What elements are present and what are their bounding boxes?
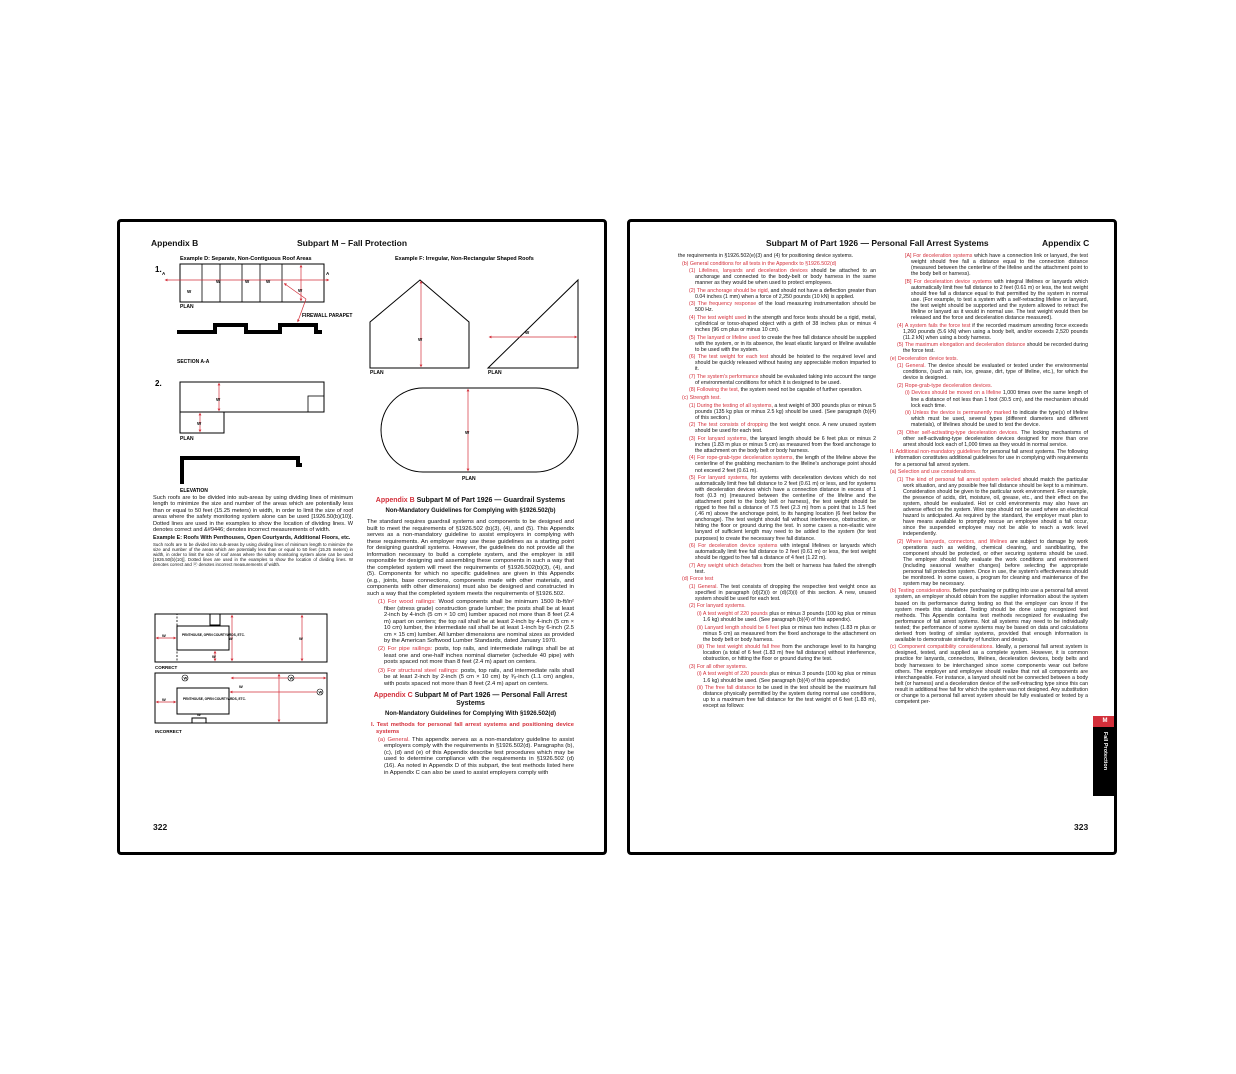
right-page-323 bbox=[627, 219, 1117, 855]
paragraph-lead: (c) Component compatibility considerations. bbox=[890, 644, 994, 651]
paragraph-lead: (2) The test consists of dropping bbox=[689, 422, 768, 429]
paragraph-lead: (e) Deceleration device tests. bbox=[890, 355, 958, 362]
width-label: W bbox=[162, 633, 166, 638]
incorrect-label: INCORRECT bbox=[155, 729, 182, 734]
paragraph-text: are subject to damage by work operations such as welding, chemical cleaning, and sandblasting, the component should be protected, or other securing systems should be used. The employer should fully evaluate the work conditions and environment (including seasonal weather changes) before selecting the appropriate personal fall protection system. Once in use, the system's effectiveness should be monitored. In some cases, a program for cleaning and maintenance of the system may be necessary. bbox=[903, 538, 1088, 587]
paragraph-lead: (1) Lifelines, lanyards and deceleration devices bbox=[689, 268, 808, 275]
paragraph-text: if the recorded maximum arresting force exceeds 1,260 pounds (5.6 kN) when using a body belt, and/or exceeds 2,520 pounds (11.2 kN) when using a body harness. bbox=[903, 322, 1088, 341]
right-col-text bbox=[367, 492, 574, 778]
paragraph-text: should be attached to an anchorage and connected to the body-belt or body harness in the same manner as they would be when used to protect employees. bbox=[695, 268, 876, 287]
header-appendix-b: Appendix B bbox=[151, 238, 199, 248]
paragraph-text: to be used in the test should be the maximum fall distance physically permitted by the system during normal use conditions, up to a maximum free fall distance for the test weight of 6 feet (1.83 m), except as follows: bbox=[703, 685, 876, 710]
left-page-322 bbox=[117, 219, 607, 855]
paragraph-lead: (c) Strength test. bbox=[682, 394, 721, 401]
paragraph-text: a test weight of 300 pounds plus or minus 5 pounds (135 kg plus or minus 2.5 kg) should be used. (See paragraph (b)(4) of this section.) bbox=[695, 402, 876, 421]
section-tab-fall-protection bbox=[1093, 716, 1117, 796]
test-methods-heading: I. Test methods for personal fall arrest systems and positioning device systems bbox=[371, 722, 574, 735]
width-label: W bbox=[289, 675, 294, 681]
plan-label-1: PLAN bbox=[180, 304, 194, 310]
paragraph-text: the length of the lifeline above the centerline of the grabbing mechanism to the lifeline's anchorage point should not exceed 2 feet (0.61 m). bbox=[695, 455, 876, 474]
paragraph-text: from the belt or harness has failed the strength test. bbox=[695, 562, 876, 575]
plan-label-f2: PLAN bbox=[488, 370, 502, 376]
paragraph-lead: (1) During the testing of all systems, bbox=[689, 402, 773, 409]
width-label: W bbox=[239, 684, 243, 689]
paragraph-lead: (3) For all other systems. bbox=[689, 663, 748, 670]
paragraph bbox=[678, 387, 876, 393]
paragraph bbox=[678, 374, 876, 386]
header-subpart-m: Subpart M – Fall Protection bbox=[297, 238, 408, 248]
paragraph-lead: [B] For deceleration device systems bbox=[905, 278, 992, 285]
paragraph bbox=[886, 363, 1088, 381]
paragraph bbox=[678, 436, 876, 454]
page-number-323: 323 bbox=[1074, 822, 1089, 832]
paragraph-text: of the load measuring instrumentation should be 500 Hz. bbox=[695, 301, 876, 314]
paragraph bbox=[678, 671, 876, 683]
paragraph-text: the lanyard length should be 6 feet plus or minus 2 inches (1.83 m plus or minus 5 cm) as measured from the fixed anchorage to the attachment on the body belt or body harness. bbox=[695, 435, 876, 454]
firewall-parapet-label: FIREWALL PARAPET bbox=[302, 313, 353, 319]
width-label: W bbox=[418, 337, 423, 342]
paragraph bbox=[678, 455, 876, 473]
figure-2-number: 2. bbox=[155, 379, 162, 388]
paragraph bbox=[678, 603, 876, 609]
paragraph-lead: (2) Rope-grab-type deceleration devices. bbox=[897, 382, 993, 389]
paragraph bbox=[678, 315, 876, 333]
pipe-railings: (2) For pipe railings: posts, top rails, and intermediate railings shall be at least one and one-half inches nominal diameter (schedule 40 pipe) with posts spaced not more than 8 feet (2.4 m) apart on centers. bbox=[378, 646, 574, 666]
appendix-b-subheading: Non-Mandatory Guidelines for Complying with §1926.502(b) bbox=[385, 508, 556, 514]
right-page-column-1 bbox=[678, 253, 876, 823]
section-marker-a-left: A bbox=[162, 271, 166, 276]
paragraph bbox=[678, 625, 876, 643]
paragraph bbox=[886, 410, 1088, 428]
paragraph-text: The locking mechanisms of other self-activating-type deceleration devices designed for more than one arrest should lock each of 1,000 times as they would in normal service. bbox=[903, 429, 1088, 448]
paragraph-lead: (1) General. bbox=[689, 583, 718, 590]
tab-letter: M bbox=[1093, 716, 1117, 727]
paragraph bbox=[886, 644, 1088, 704]
paragraph-text: for systems with deceleration devices which do not automatically limit free fall distance to 2 feet (0.61 m) or less, and for systems with deceleration devices which have a connection distance in excess of 1 foot (0.3 m) (measured between the centerline of the lifeline and the attachment point to the body belt or harness), the test weight should be rigged to free fall a distance of 7.5 feet (2.3 m) from a point that is 1.5 feet (.46 m) above the anchorage point, to its hanging location (6 feet below the anchorage). The test weight should fall without interference, obstruction, or hitting the floor or ground during the test. In some cases a non-elastic wire lanyard of sufficient length may need to be added to the system (for test purposes) to create the necessary free fall distance. bbox=[695, 475, 876, 542]
paragraph bbox=[678, 664, 876, 670]
width-label: W bbox=[197, 421, 202, 426]
width-label: W bbox=[298, 288, 303, 293]
paragraph-lead: (ii) Unless the device is permanently marked bbox=[905, 410, 1012, 417]
paragraph-lead: (i) A test weight of 220 pounds bbox=[697, 671, 768, 678]
paragraph-text: with integral lifelines or lanyards which automatically limit free fall distance to 2 feet (0.61 m) or less, the test weight should free fall a distance equal to that permitted by the system in normal use. (For example, to test a system with a self-retracting lifeline or lanyard, the test weight should be supported and the system allowed to retract the lifeline or lanyard as it would in normal use. The test weight would then be released and the force and deceleration distance measured). bbox=[911, 278, 1088, 321]
paragraph bbox=[886, 342, 1088, 354]
paragraph-lead: (2) Where lanyards, connectors, and lifelines bbox=[897, 538, 1008, 545]
left-col-text bbox=[153, 495, 353, 569]
width-label: W bbox=[187, 289, 192, 294]
paragraph bbox=[678, 685, 876, 709]
width-label: W bbox=[465, 430, 470, 435]
figure-f-pentagon bbox=[370, 280, 469, 368]
paragraph bbox=[678, 288, 876, 300]
paragraph-lead: (b) General conditions for all tests in the Appendix to §1926.502(d) bbox=[682, 260, 837, 267]
paragraph bbox=[886, 390, 1088, 408]
paragraph-text: with integral lifelines or lanyards which automatically limit free fall distance to 2 feet (0.61 m) or less, the test weight should be rigged to free fall a distance of 4 feet (1.22 m). bbox=[695, 543, 876, 562]
paragraph-lead: (b) Testing considerations. bbox=[890, 588, 952, 595]
right-page-column-2 bbox=[886, 253, 1088, 823]
paragraph-text: Before purchasing or putting into use a personal fall arrest system, an employer should obtain from the supplier information about the system based on its performance during testing so that the employer can know if the system meets this standard. Testing should be done using recognized test methods. This Appendix contains test methods recognized for evaluating the performance of fall arrest systems. Not all systems may need to be individually tested; the performance of some systems may be based on data and calculations derived from testing of similar systems, provided that enough information is available to demonstrate similarity of function and design. bbox=[895, 588, 1088, 643]
paragraph-text: the test weight once. A new unused system should be used for each test. bbox=[695, 422, 876, 435]
width-label: W bbox=[525, 330, 530, 335]
appendix-c-subheading: Non-Mandatory Guidelines for Complying With §1926.502(d) bbox=[385, 711, 556, 718]
paragraph-text: plus or minus 3 pounds (100 kg plus or minus 1.6 kg) should be used. (See paragraph (b)(4) of this appendix) bbox=[703, 671, 876, 684]
paragraph bbox=[678, 261, 876, 267]
paragraph-text: in the strength and force tests should be a rigid, metal, cylindrical or torso-shaped object with a girth of 38 inches plus or minus 4 inches (96 cm plus or minus 10 cm). bbox=[695, 314, 876, 334]
width-label: W bbox=[266, 279, 271, 284]
correct-label: CORRECT bbox=[155, 665, 178, 670]
page-number-322: 322 bbox=[153, 822, 168, 832]
paragraph-text: The test consists of dropping the respective test weight once as specified in paragraph (d)(2)(i) or (d)(3)(i) of this section. A new, unused system should be used for each test. bbox=[695, 583, 876, 602]
paragraph-lead: (5) The lanyard or lifeline used bbox=[689, 334, 761, 341]
paragraph-lead: (3) The frequency response bbox=[689, 301, 757, 308]
paragraph-lead: (5) The maximum elongation and deceleration distance bbox=[897, 342, 1026, 349]
paragraph bbox=[886, 539, 1088, 587]
plan-label-f1: PLAN bbox=[370, 370, 384, 376]
figure-1-number: 1. bbox=[155, 265, 162, 274]
paragraph bbox=[678, 611, 876, 623]
section-marker-a-right: A bbox=[326, 271, 330, 276]
wood-railings: (1) For wood railings: Wood components shall be minimum 1500 lb-ft/in² fiber (stress grade) construction grade lumber; the posts shall be at least 2-inch by 4-inch (5 cm × 10 cm) lumber spaced not more than 8 feet (2.4 m) apart on centers; the top rail shall be at least 2-inch by 4-inch (5 cm × 10 cm) lumber, the intermediate rail shall be at least 1-inch by 6-inch (2.5 cm × 15 cm) lumber. All lumber dimensions are nominal sizes as provided by the American Softwood Lumber Standards, dated January 1970. bbox=[378, 599, 574, 645]
elevation-label: ELEVATION bbox=[180, 488, 208, 494]
example-e-description: Such roofs are to be divided into sub-areas by using dividing lines of minimum length to minimize the size and number of the areas which are potentially less than or equal to 50 feet (15.25 meters) in width, in order to limit the size of roof areas where the safety monitoring system alone can be used [1926.50(b)(10)]. Dotted lines are used in the examples to show the location of dividing lines. W denotes correct and ⓦ denotes incorrect measurements of width. bbox=[153, 542, 353, 567]
paragraph bbox=[678, 563, 876, 575]
width-label: W bbox=[318, 689, 323, 695]
header-personal-fall-arrest: Subpart M of Part 1926 — Personal Fall Arrest Systems bbox=[766, 238, 989, 248]
paragraph-lead: (1) The kind of personal fall arrest system selected bbox=[897, 476, 1021, 483]
example-d-title: Example D: Separate, Non-Contiguous Roof Areas bbox=[180, 256, 312, 262]
paragraph-lead: (i) Devices should be moved on a lifeline bbox=[905, 390, 1002, 397]
paragraph bbox=[678, 253, 876, 259]
paragraph bbox=[678, 395, 876, 401]
paragraph-lead: II. Additional non-mandatory guidelines bbox=[890, 449, 981, 456]
paragraph-text: should match the particular work situation, and any possible free fall distance should be kept to a minimum. Consideration should be given to the particular work environment. For example, the presence of acids, dirt, moisture, oil, grease, etc., and their effect on the system, should be evaluated. Hot or cold environments may also have an adverse effect on the system. Wire rope should not be used where an electrical hazard is anticipated. As required by the standard, the employer must plan to have means available to promptly rescue an employee should a fall occur, since the suspended employee may not be able to reach a work level independently. bbox=[903, 476, 1088, 538]
paragraph-lead: (3) Other self-activating-type deceleration devices. bbox=[897, 429, 1019, 436]
paragraph bbox=[678, 422, 876, 434]
paragraph-text: should be evaluated taking into account the range of environmental conditions for which it is designed to be used. bbox=[695, 373, 876, 386]
figure-2-plan bbox=[180, 382, 324, 433]
paragraph bbox=[678, 268, 876, 286]
paragraph-lead: (8) Following the test, bbox=[689, 387, 740, 394]
elevation-outline bbox=[182, 458, 302, 484]
figure-f-oval bbox=[381, 388, 578, 472]
paragraph-lead: (7) Any weight which detaches bbox=[689, 562, 762, 569]
paragraph-lead: (2) For lanyard systems. bbox=[689, 603, 746, 610]
paragraph-lead: (2) The anchorage should be rigid, bbox=[689, 287, 770, 294]
paragraph bbox=[678, 403, 876, 421]
appendix-b-heading: Appendix B Subpart M of Part 1926 — Guardrail Systems bbox=[375, 497, 566, 504]
paragraph-text: which have a connection link or lanyard, the test weight should free fall a distance equal to the connection distance (measured between the centerline of the lifeline and the attachment point to the body belt or harness). bbox=[911, 253, 1088, 278]
paragraph-lead: (6) For deceleration device systems bbox=[689, 543, 778, 550]
plan-label-2: PLAN bbox=[180, 436, 194, 442]
paragraph bbox=[678, 543, 876, 561]
paragraph-text: 1,000 times over the same length of line a distance of not less than 1 foot (30.5 cm), and the mechanism should lock each time. bbox=[911, 390, 1088, 409]
paragraph-lead: (d) Force test bbox=[682, 576, 714, 583]
paragraph bbox=[886, 430, 1088, 448]
paragraph-lead: (4) The test weight used bbox=[689, 314, 747, 321]
paragraph-lead: (5) For lanyard systems, bbox=[689, 475, 749, 482]
paragraph bbox=[678, 301, 876, 313]
width-label: W bbox=[216, 279, 221, 284]
plan-label-f3: PLAN bbox=[462, 476, 476, 482]
paragraph-lead: (4) For rope-grab-type deceleration systems, bbox=[689, 455, 795, 462]
width-label: W bbox=[183, 675, 188, 681]
paragraph-lead: (1) General. bbox=[897, 363, 926, 370]
header-appendix-c: Appendix C bbox=[1042, 238, 1090, 248]
paragraph bbox=[886, 588, 1088, 642]
width-label: W bbox=[197, 712, 201, 717]
paragraph-lead: (ii) Lanyard length should be 6 feet bbox=[697, 624, 779, 631]
width-label: W bbox=[229, 636, 233, 641]
width-label: W bbox=[245, 279, 250, 284]
paragraph bbox=[886, 356, 1088, 362]
paragraph-text: The device should be evaluated or tested under the environmental conditions, (such as rain, ice, grease, dirt, type of lifeline, etc.), for which the device is designed. bbox=[903, 363, 1088, 382]
appendix-b-body: The standard requires guardrail systems and components to be designed and built to meet the requirements of §1926.502 (b)(3), (4), and (5). This Appendix serves as a non-mandatory guideline to assist employers in complying with these requirements. An employer may use these guidelines as a starting point for designing guardrail systems. However, the guidelines do not provide all the information necessary to build a complete system, and the employer is still responsible for designing and assembling these components in such a way that the completed system will meet the requirements of §1926.502(b)(3), (4), and (5). Components for which no specific guidelines are given in this Appendix (e.g., joints, base connections, components made with other materials, and components with other dimensions) must also be designed and constructed in such a way that the completed system meets the requirements of §1926.502. bbox=[367, 519, 574, 598]
paragraph-text: should be hoisted to the required level and should be quickly released without having any appreciable motion imparted to it. bbox=[695, 354, 876, 373]
paragraph-text: the system need not be capable of further operation. bbox=[739, 387, 863, 394]
paragraph bbox=[678, 354, 876, 372]
paragraph-text: to indicate the type(s) of lifeline which must be used, several types (different diameters and different materials), of lifelines should be used to test the device. bbox=[911, 410, 1088, 429]
paragraph-text: plus or minus 3 pounds (100 kg plus or minus 1.6 kg) should be used. (See paragraph (b)(4) of this appendix). bbox=[703, 611, 876, 624]
paragraph bbox=[886, 383, 1088, 389]
paragraph-text: plus or minus two inches (1.83 m plus or minus 5 cm) as measured from the fixed anchorage to the attachment on the body belt or body harness. bbox=[703, 624, 876, 643]
width-label: W bbox=[162, 697, 166, 702]
paragraph-lead: (iii) The test weight should fall free bbox=[697, 644, 781, 651]
section-a-a-label: SECTION A-A bbox=[177, 359, 210, 365]
paragraph-text: and should not have a deflection greater than 0.04 inches (1 mm) when a force of 2,250 pounds (10 kN) is applied. bbox=[695, 287, 876, 300]
paragraph bbox=[678, 335, 876, 353]
paragraph-lead: (4) A system fails the force test bbox=[897, 322, 971, 329]
appendix-c-heading: Appendix C Subpart M of Part 1926 — Personal Fall Arrest Systems bbox=[373, 692, 568, 708]
paragraph-lead: (6) The test weight for each test bbox=[689, 354, 769, 361]
width-label: W bbox=[216, 397, 221, 402]
paragraph bbox=[886, 477, 1088, 537]
paragraph bbox=[678, 576, 876, 582]
paragraph-text: to create the free fall distance should be supplied with the system, or in its absence, the least elastic lanyard or lifeline available to be used with the system. bbox=[695, 334, 876, 353]
paragraph bbox=[886, 449, 1088, 467]
example-f-title: Example F: Irregular, Non-Rectangular Shaped Roofs bbox=[395, 256, 534, 262]
paragraph bbox=[678, 475, 876, 542]
paragraph-lead: (ii) The free fall distance bbox=[697, 685, 755, 692]
firewall-parapet-section bbox=[177, 325, 322, 332]
general-paragraph: (a) General. This appendix serves as a non-mandatory guideline to assist employers comply with the requirements in §1926.502(d). Paragraphs (b), (c), (d) and (e) of this Appendix describe test procedures which may be used to determine compliance with the requirements in §1926.502 (d)(16). As noted in Appendix D of this subpart, the test methods listed here in Appendix C can also be used to assist employers comply with bbox=[378, 736, 574, 776]
paragraph bbox=[886, 469, 1088, 475]
paragraph bbox=[886, 253, 1088, 277]
paragraph-text: Ideally, a personal fall arrest system is designed, tested, and supplied as a complete system. However, it is common practice for lanyards, connectors, lifelines, deceleration devices, body belts and body harnesses to be interchanged since some components wear out before others. The employer and employee should realize that not all components are interchangeable. For instance, a lanyard should not be connected between a body belt (or harness) and a deceleration device of the self-retracting type since this can result in additional free fall for which the system was not designed. Any substitution or change to a personal fall arrest system should be fully evaluated or tested by a competent per- bbox=[895, 644, 1088, 705]
paragraph-text: from the anchorage level to its hanging location (a total of 6 feet (1.83 m) free fall distance) without interference, obstruction, or hitting the floor or ground during the test. bbox=[703, 644, 876, 663]
paragraph-text: for personal fall arrest systems. The following information constitutes additional guidelines for use in complying with requirements for a personal fall arrest system. bbox=[895, 449, 1088, 468]
example-e-title: Example E: Roofs With Penthouses, Open Courtyards, Additional Floors, etc. bbox=[153, 535, 351, 542]
paragraph-lead: (7) The system's performance bbox=[689, 373, 759, 380]
width-label: W bbox=[212, 654, 216, 659]
tab-label: Fall Protection bbox=[1102, 731, 1108, 771]
paragraph-lead: (a) Selection and use considerations. bbox=[890, 469, 977, 476]
penthouse-label-correct: PENTHOUSE, OPEN COURTYARDS, ETC. bbox=[182, 633, 245, 637]
paragraph bbox=[886, 323, 1088, 341]
paragraph-text: the requirements in §1926.502(e)(3) and (4) for positioning device systems. bbox=[678, 253, 854, 259]
paragraph bbox=[678, 644, 876, 662]
paragraph bbox=[678, 584, 876, 602]
paragraph-text: should be recorded during the force test. bbox=[903, 342, 1088, 355]
steel-railings: (3) For structural steel railings: posts, top rails, and intermediate rails shall be at least 2-inch by 2-inch (5 cm × 10 cm) by ³⁄₈-inch (1.1 cm) angles, with posts spaced not more than 8 feet (2.4 m) apart on centers. bbox=[378, 667, 574, 687]
paragraph-lead: (i) A test weight of 220 pounds bbox=[697, 611, 768, 618]
paragraph-lead: (3) For lanyard systems, bbox=[689, 435, 749, 442]
paragraph-lead: [A] For deceleration systems bbox=[905, 253, 973, 259]
width-label: W bbox=[299, 636, 303, 641]
penthouse-label-incorrect: PENTHOUSE, OPEN COURTYARDS, ETC. bbox=[183, 697, 246, 701]
paragraph bbox=[886, 279, 1088, 321]
example-d-description: Such roofs are to be divided into sub-areas by using dividing lines of minimum length to minimize the size and number of the areas which are potentially less than or equal to 50 feet (15.25 meters) in width, in order to limit the size of roof areas where the safety monitoring system alone can be used [1926.50(b)(10)]. Dotted lines are used in the examples to show the location of dividing lines. W denotes correct and &#9446; denotes incorrect measurements of width. bbox=[153, 495, 353, 534]
figure-f-triangle bbox=[488, 280, 578, 368]
